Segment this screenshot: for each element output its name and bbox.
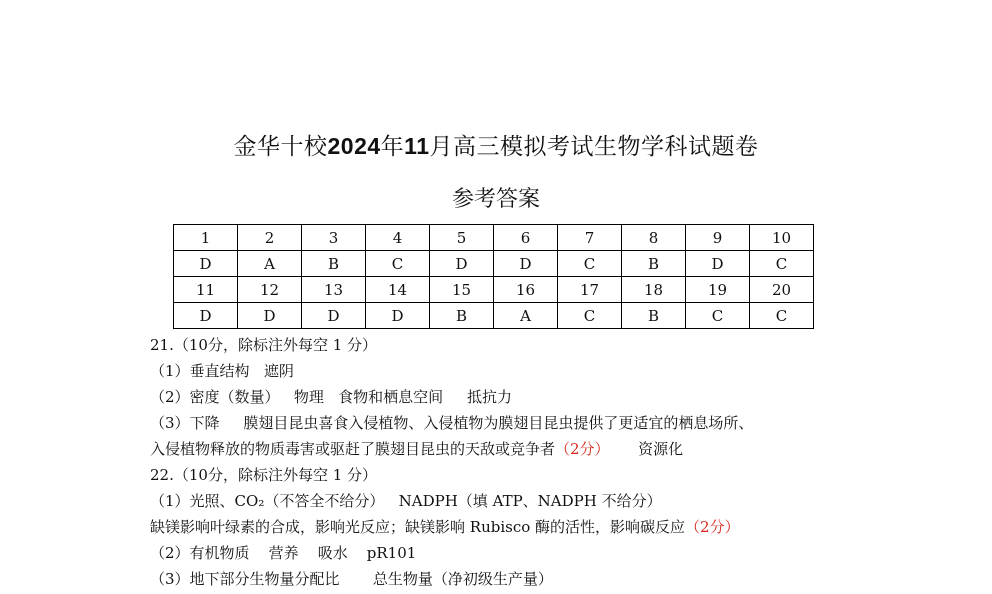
table-cell: D	[238, 303, 302, 329]
q22-line-2: 缺镁影响叶绿素的合成，影响光反应；缺镁影响 Rubisco 酶的活性，影响碳反应（2分）	[150, 518, 740, 536]
table-cell: 12	[238, 277, 302, 303]
table-row	[174, 251, 814, 277]
table-cell: 18	[622, 277, 686, 303]
table-cell: 3	[302, 225, 366, 251]
table-cell: D	[430, 251, 494, 277]
table-cell: D	[366, 303, 430, 329]
q21-header: 21.（10分，除标注外每空 1 分）	[150, 336, 378, 354]
table-cell: 2	[238, 225, 302, 251]
q22-line-4: （3）地下部分生物量分配比 总生物量（净初级生产量）	[150, 570, 553, 588]
score-note: （2分）	[685, 518, 740, 536]
q22-line-1: （1）光照、CO₂（不答全不给分） NADPH（填 ATP、NADPH 不给分）	[150, 492, 662, 510]
table-cell: 4	[366, 225, 430, 251]
table-cell: 17	[558, 277, 622, 303]
table-cell: A	[238, 251, 302, 277]
table-cell: 11	[174, 277, 238, 303]
table-cell: D	[174, 303, 238, 329]
table-cell: A	[494, 303, 558, 329]
table-cell: 9	[686, 225, 750, 251]
table-row	[174, 303, 814, 329]
q22-line-3: （2）有机物质 营养 吸水 pR101	[150, 544, 417, 562]
table-row	[174, 225, 814, 251]
q22-header: 22.（10分，除标注外每空 1 分）	[150, 466, 378, 484]
score-note: （2分）	[555, 440, 610, 458]
document-subtitle: 参考答案	[451, 187, 540, 212]
table-cell: C	[686, 303, 750, 329]
table-cell: 7	[558, 225, 622, 251]
table-cell: B	[430, 303, 494, 329]
table-cell: D	[302, 303, 366, 329]
q21-line-3: （3）下降 膜翅目昆虫喜食入侵植物、入侵植物为膜翅目昆虫提供了更适宜的栖息场所、	[150, 414, 754, 432]
table-cell: B	[622, 251, 686, 277]
table-cell: C	[558, 303, 622, 329]
table-cell: B	[302, 251, 366, 277]
q21-line-4: 入侵植物释放的物质毒害或驱赶了膜翅目昆虫的天敌或竞争者（2分） 资源化	[150, 440, 684, 458]
table-cell: 8	[622, 225, 686, 251]
table-cell: 14	[366, 277, 430, 303]
table-cell: C	[750, 303, 814, 329]
table-cell: B	[622, 303, 686, 329]
table-cell: D	[686, 251, 750, 277]
table-cell: 16	[494, 277, 558, 303]
table-cell: C	[366, 251, 430, 277]
table-cell: D	[174, 251, 238, 277]
document-title: 金华十校2024年11月高三模拟考试生物学科试题卷	[233, 133, 759, 160]
answer-table	[173, 224, 814, 329]
table-cell: 6	[494, 225, 558, 251]
table-cell: 15	[430, 277, 494, 303]
q21-line-2: （2）密度（数量） 物理 食物和栖息空间 抵抗力	[150, 388, 512, 406]
table-cell: 1	[174, 225, 238, 251]
table-cell: C	[558, 251, 622, 277]
table-cell: 5	[430, 225, 494, 251]
table-cell: 19	[686, 277, 750, 303]
table-cell: 10	[750, 225, 814, 251]
table-cell: 13	[302, 277, 366, 303]
table-cell: C	[750, 251, 814, 277]
q21-line-1: （1）垂直结构 遮阴	[150, 362, 294, 380]
table-cell: D	[494, 251, 558, 277]
table-row	[174, 277, 814, 303]
table-cell: 20	[750, 277, 814, 303]
